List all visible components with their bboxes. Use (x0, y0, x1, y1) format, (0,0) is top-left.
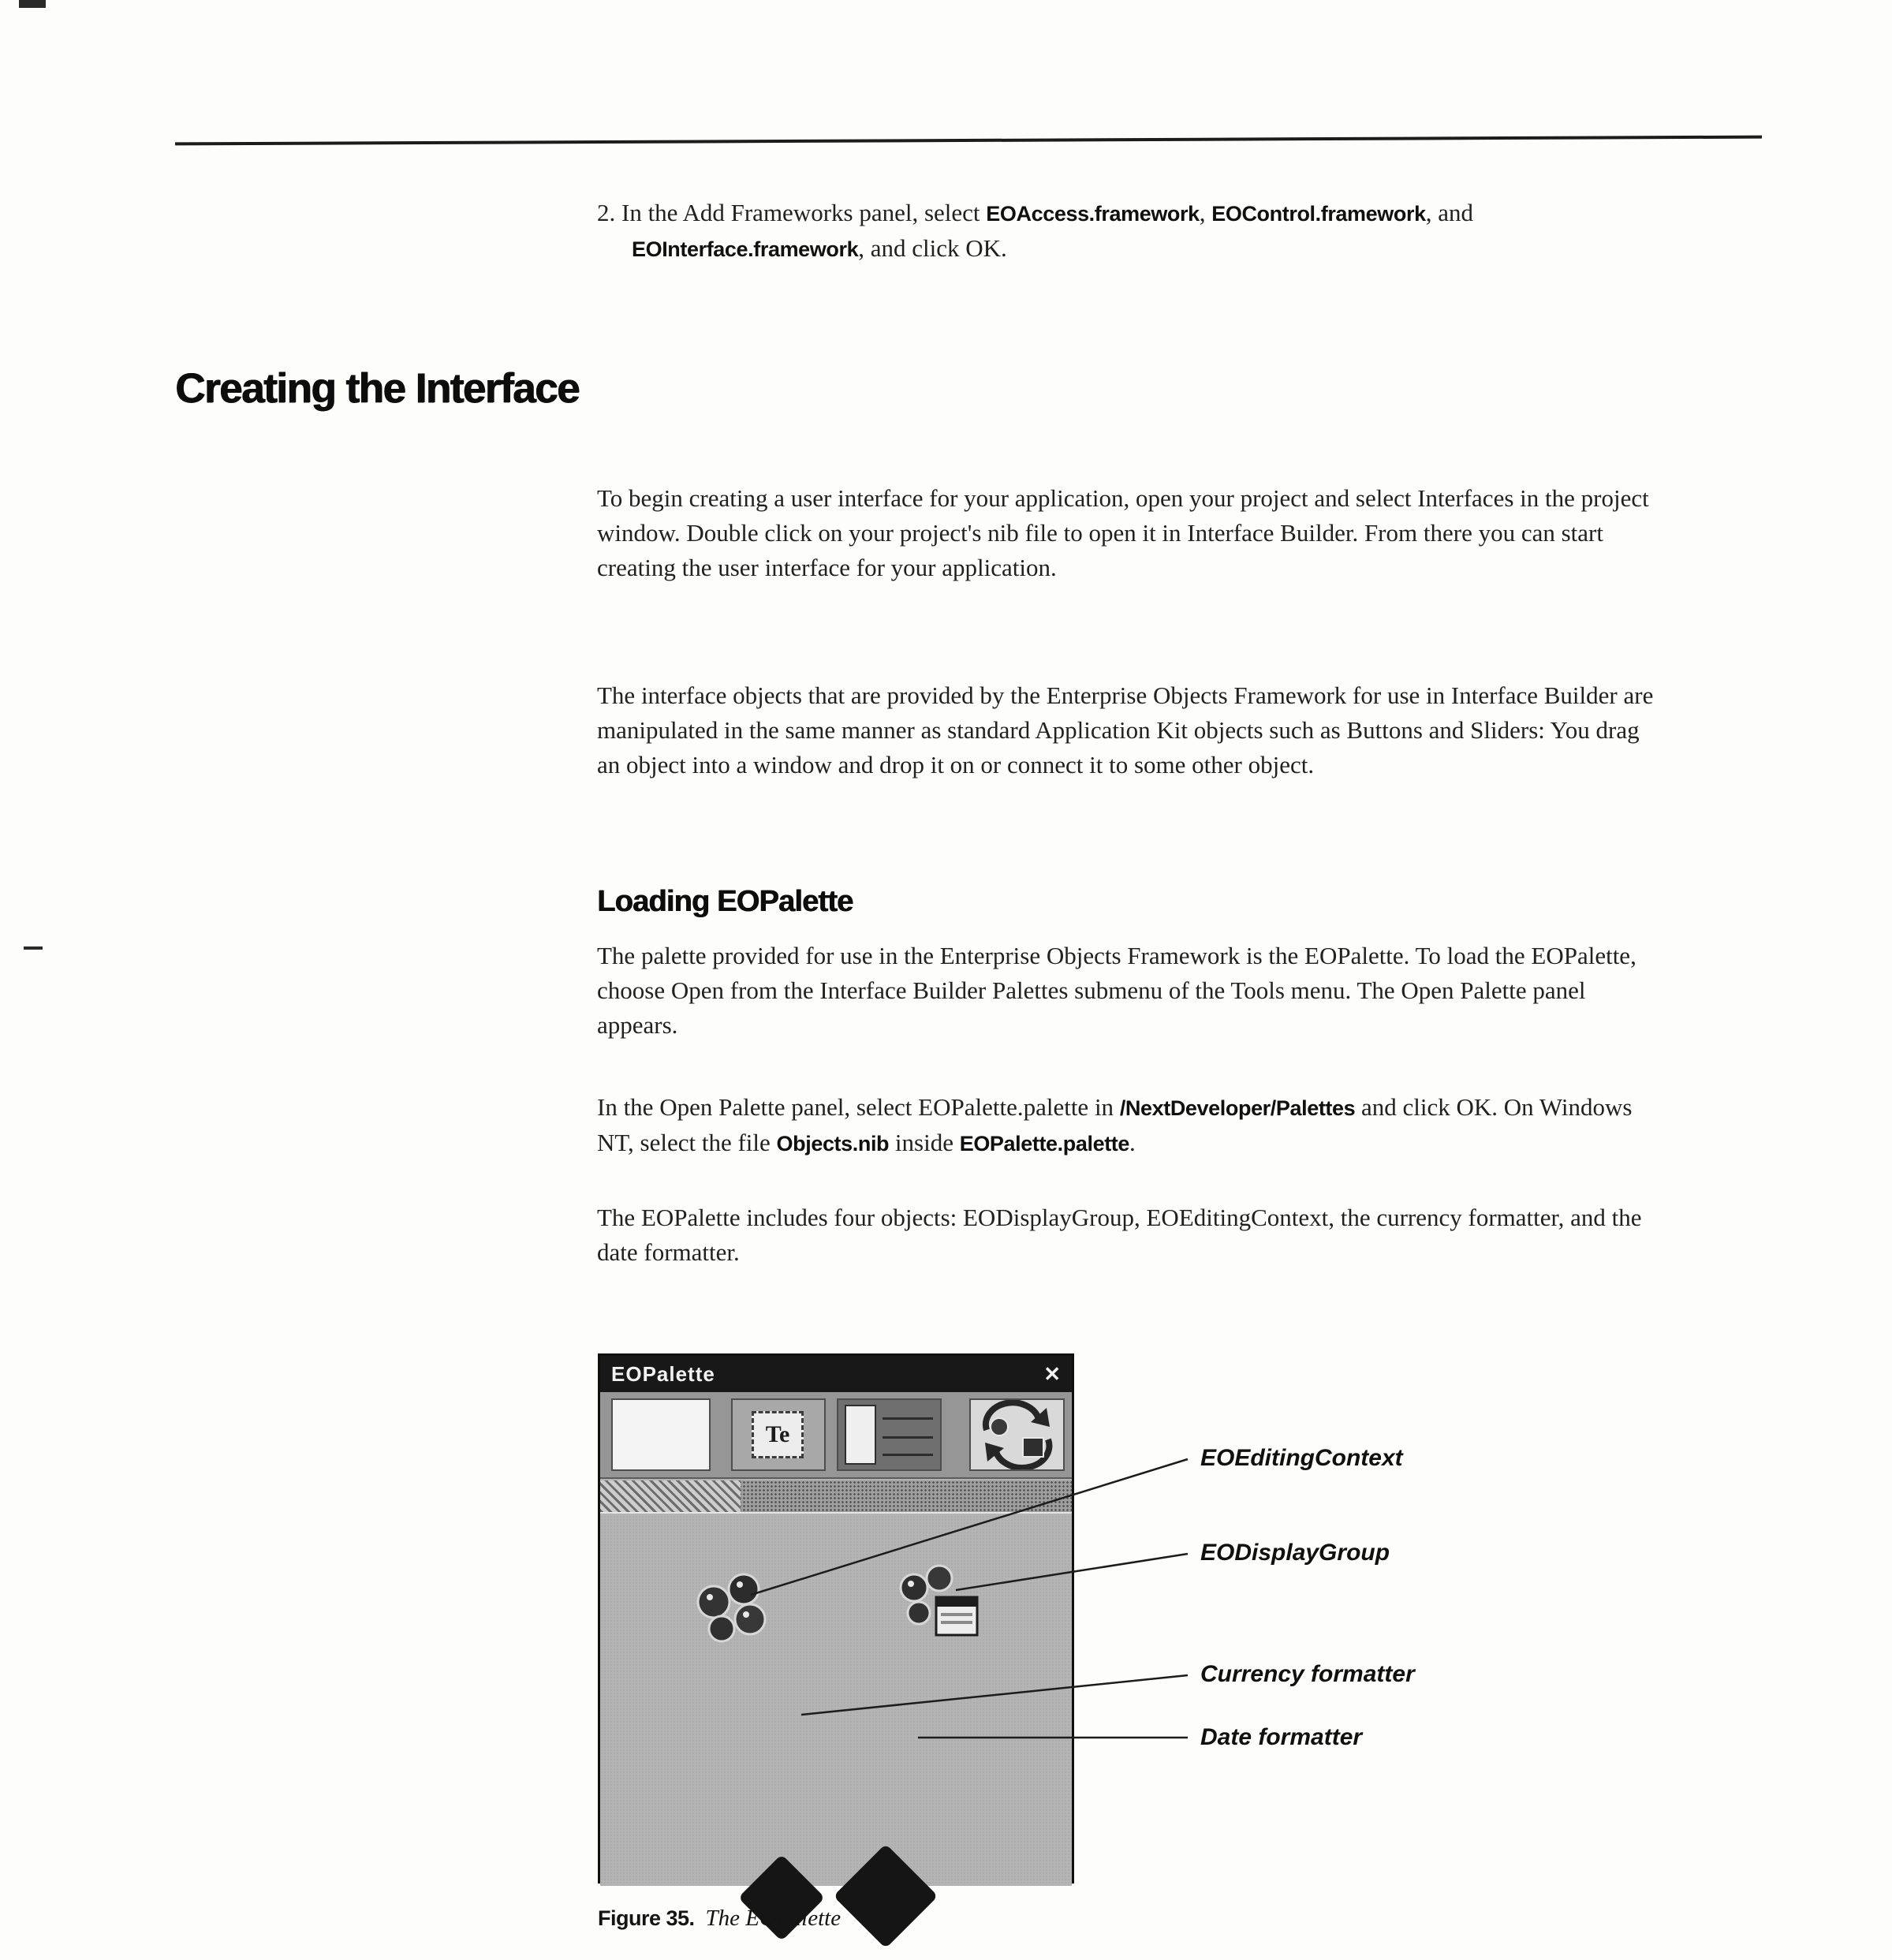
scan-artifact (19, 0, 46, 8)
path-nextdeveloper-palettes: /NextDeveloper/Palettes (1119, 1096, 1356, 1120)
textfield-icon: Te (752, 1411, 804, 1458)
eoeditingcontext-icon (685, 1567, 786, 1652)
date-formatter-icon (834, 1844, 939, 1949)
palette-separator-strip (600, 1480, 1072, 1514)
browser-line (883, 1436, 933, 1439)
step-post: , and click OK. (858, 234, 1007, 262)
eodisplaygroup-icon (890, 1561, 990, 1648)
palette-tab-row (600, 1392, 1072, 1479)
figure-caption-label: Figure 35. (598, 1906, 695, 1930)
hatch-pattern (600, 1480, 741, 1512)
file-objects-nib: Objects.nib (776, 1132, 890, 1155)
paragraph-palette: The palette provided for use in the Enterprise Objects Framework is the EOPalette. To load the EOPalette, choose Open from the Interface Builder Palettes submenu of the Tools menu. The Open Palette panel appears. (597, 942, 1636, 1039)
palette-tab-windows-icon (611, 1398, 711, 1471)
window-title: EOPalette (611, 1361, 715, 1386)
window-titlebar (600, 1356, 1072, 1392)
top-rule (175, 136, 1762, 146)
browser-line (883, 1454, 933, 1456)
subsection-heading: Loading EOPalette (597, 885, 853, 918)
step-number: 2. (597, 199, 616, 226)
palette-tab-browser-icon (837, 1398, 942, 1471)
step-2-item (597, 196, 1662, 267)
framework-name-eoaccess: EOAccess.framework (986, 202, 1200, 226)
browser-column-icon (845, 1405, 876, 1465)
palette-tab-text-icon (731, 1398, 826, 1471)
eof-circular-arrows-icon (971, 1400, 1063, 1469)
section-heading: Creating the Interface (175, 365, 579, 412)
eopalette-window-figure (598, 1353, 1074, 1883)
framework-name-eointerface: EOInterface.framework (632, 237, 859, 261)
figure-caption-text: The EOPalette (705, 1906, 842, 1931)
browser-line (883, 1417, 933, 1420)
paragraph-interface-objects: The interface objects that are provided by the Enterprise Objects Framework for use in Interface Builder are manipulated in the same manner as standard Application Kit objects such as Buttons and Sliders: You drag an object into a window and drop it on or connect it to some other object. (597, 681, 1654, 778)
callout-label-eodisplaygroup: EODisplayGroup (1200, 1540, 1390, 1566)
step-text: In the Add Frameworks panel, select (615, 199, 987, 226)
p4-end: . (1129, 1129, 1136, 1156)
p4-pre: In the Open Palette panel, select EOPalette.palette in (597, 1093, 1120, 1121)
paragraph-four-objects: The EOPalette includes four objects: EODisplayGroup, EOEditingContext, the currency formatter, and the date formatter. (597, 1204, 1642, 1266)
step-sep1: , (1199, 199, 1212, 226)
file-eopalette-palette: EOPalette.palette (959, 1132, 1129, 1155)
close-icon: ✕ (1043, 1361, 1061, 1386)
paragraph-open-palette (597, 1090, 1662, 1161)
step-sep2: , and (1425, 199, 1473, 226)
scan-artifact-dash (24, 946, 43, 950)
paragraph-intro: To begin creating a user interface for your application, open your project and select Interfaces in the project window. Double click on your project's nib file to open it in Interface Builder. From there you can start creating the user interface for your application. (597, 484, 1649, 581)
callout-label-date-formatter: Date formatter (1200, 1724, 1363, 1750)
palette-canvas (600, 1515, 1072, 1886)
callout-label-currency-formatter: Currency formatter (1200, 1661, 1415, 1687)
callout-label-eoeditingcontext: EOEditingContext (1200, 1445, 1403, 1471)
p4-mid2: inside (889, 1129, 960, 1156)
figure-caption (598, 1906, 841, 1932)
p4-mid: and click OK. On Windows NT, select the file (597, 1093, 1633, 1156)
framework-name-eocontrol: EOControl.framework (1211, 202, 1426, 226)
palette-tab-eof-icon (969, 1398, 1065, 1471)
